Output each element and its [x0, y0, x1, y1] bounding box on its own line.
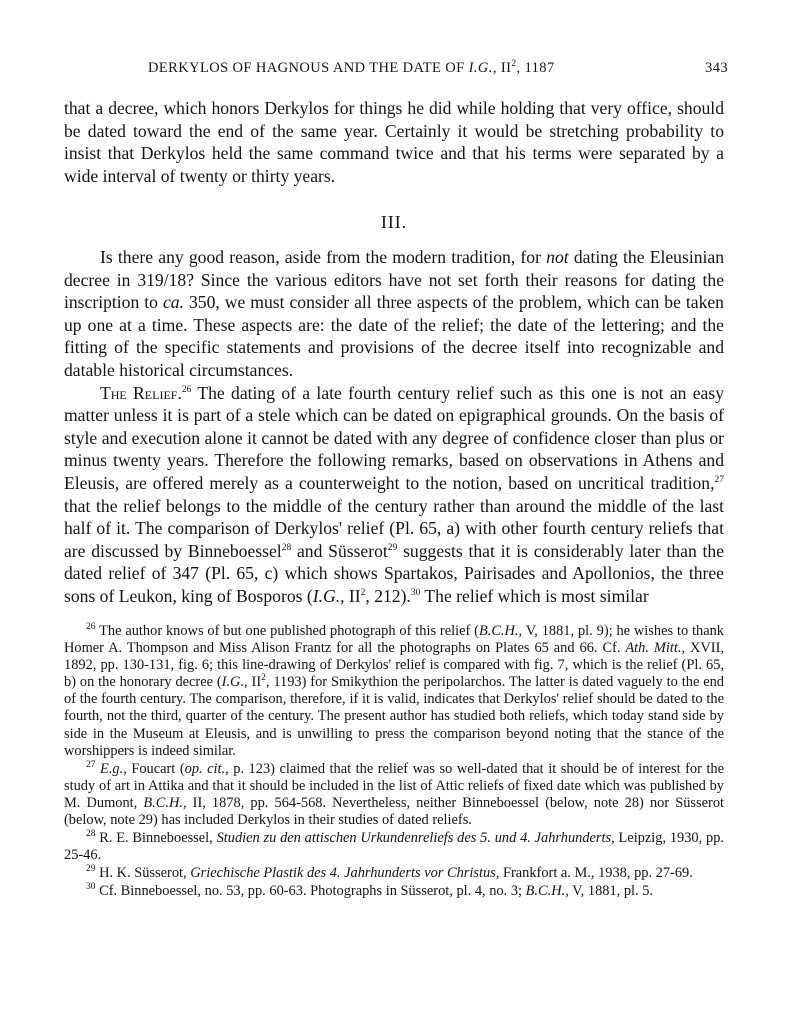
footnote-28: $^{28}$ R. E. Binneboessel, Studien zu den attischen Urkundenreliefs des 5. und 4. Jahrhunderts, Leipzig, 1930, pp. 25-46. [64, 829, 725, 864]
footnote-ref-28: 28 [281, 542, 292, 553]
footnote-ref-26: 26 [181, 384, 192, 395]
footnote-29: $^{29}$ H. K. Süsserot, Griechische Plastik des 4. Jahrhunderts vor Christus, Frankfort a. M., 1938, pp. 27-69. [86, 864, 693, 882]
footnote-27: $^{27}$ E.g., Foucart (op. cit., p. 123) claimed that the relief was so well-dated that it should be of interest for the study of art in Attika and that it should be included in the list of Attic reliefs of fixed date which was published by M. Dumont, B.C.H., II, 1878, pp. 564-568. Nevertheless, neither Binneboessel (below, note 28) nor Süsserot (below, note 29) has included Derkylos in their studies of dated reliefs. [64, 759, 725, 829]
main-text [64, 97, 724, 607]
footnote-ref-27: 27 [714, 475, 724, 486]
paragraph-section-intro: Is there any good reason, aside from the modern tradition, for not dating the Eleusinian decree in 319/18? Since the various editors have not set forth their reasons for dating the inscription to ca. 350, we must consider all three aspects of the problem, which can be taken up one at a time. These aspects are: the date of the relief; the date of the lettering; and the fitting of the specific statements and provisions of the decree itself into recognizable and datable historical circumstances. [64, 246, 724, 380]
footnote-ref-29: 29 [387, 542, 398, 553]
footnotes [64, 623, 724, 902]
footnote-ref-30: 30 [410, 588, 421, 599]
footnote-30: $^{30}$ Cf. Binneboessel, no. 53, pp. 60-63. Photographs in Süsserot, pl. 4, no. 3; B.C.H., V, 1881, pl. 5. [86, 882, 654, 900]
paragraph-continued: that a decree, which honors Derkylos for things he did while holding that very office, should be dated toward the end of the same year. Certainly it would be stretching probability to insist that Derkylos held the same command twice and that his terms were separated by a wide interval of twenty or thirty years. [64, 98, 724, 186]
paragraph-the-relief: The Relief.$^{26}$ The dating of a late fourth century relief such as this one is not an easy matter unless it is part of a stele which can be dated on epigraphical grounds. On the basis of style and execution alone it cannot be dated with any degree of confidence closer than plus or minus twenty years. Therefore the following remarks, based on observations in Athens and Eleusis, are offered merely as a counterweight to the notion, based on uncritical tradition,$^{27}$ that the relief belongs to the middle of the century rather than around the middle of the last half of it. The comparison of Derkylos' relief (Pl. 65, a) with other fourth century reliefs that are discussed by Binneboessel$^{28}$ and Süsserot$^{29}$ suggests that it is considerably later than the dated relief of 347 (Pl. 65, c) which shows Spartakos, Pairisades and Apollonios, the three sons of Leukon, king of Bosporos (I.G., $II^2$, 212).$^{30}$ The relief which is most similar [64, 382, 725, 606]
footnote-26: $^{26}$ The author knows of but one published photograph of this relief (B.C.H., V, 1881, pl. 9); he wishes to thank Homer A. Thompson and Miss Alison Frantz for all the photographs on Plates 65 and 66. Cf. Ath. Mitt., XVII, 1892, pp. 130-131, fig. 6; this line-drawing of Derkylos' relief is compared with fig. 7, which is the relief (Pl. 65, b) on the honorary decree (I.G., $II^2$, 1193) for Smikythion the peripolarchos. The latter is dated vaguely to the end of the fourth century. The comparison, therefore, if it is valid, indicates that Derkylos' relief should be dated to the fourth, not the third, quarter of the century. The present author has studied both reliefs, which today stand side by side in the Museum at Eleusis, and is unwilling to press the comparison beyond noting that the stance of the worshippers is indeed similar. [64, 622, 724, 759]
page-number: 343 [705, 60, 728, 76]
running-header [148, 60, 728, 82]
run-in-heading: The Relief. [100, 382, 182, 403]
section-heading: III. [381, 212, 407, 233]
running-title: DERKYLOS OF HAGNOUS AND THE DATE OF I.G., $II^2$, 1187 [148, 59, 555, 76]
